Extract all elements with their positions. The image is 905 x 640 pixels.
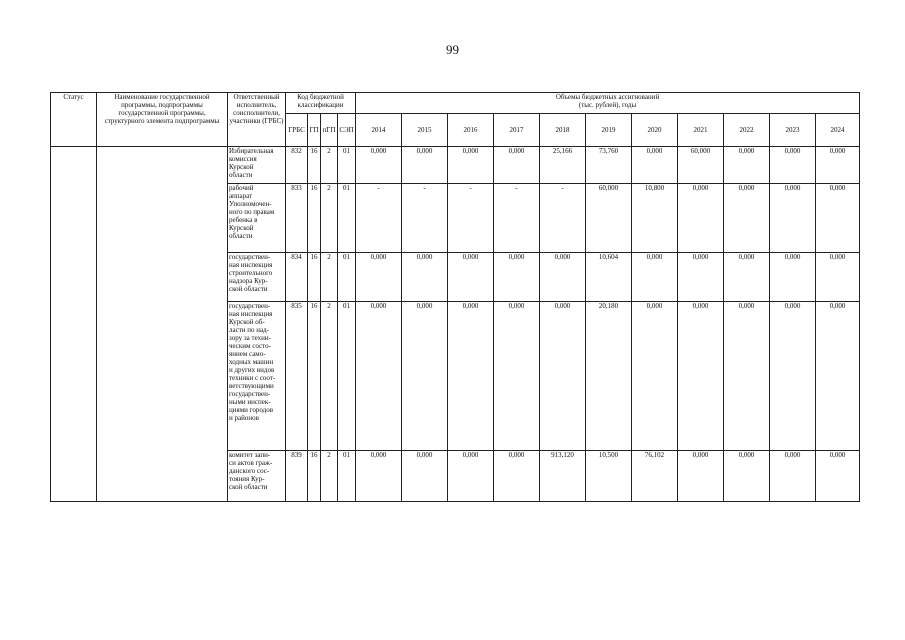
value-cell: 0,000 xyxy=(816,147,860,184)
value-cell: 0,000 xyxy=(770,302,816,451)
value-cell: 0,000 xyxy=(402,253,448,302)
code-grbs-cell: 834 xyxy=(286,253,308,302)
code-grbs-cell: 835 xyxy=(286,302,308,451)
value-cell: 0,000 xyxy=(678,451,724,502)
page-number: 99 xyxy=(446,42,459,57)
value-cell: 10,604 xyxy=(586,253,632,302)
header-status: Статус xyxy=(51,93,97,147)
value-cell: 20,180 xyxy=(586,302,632,451)
code-gp-cell: 16 xyxy=(308,451,321,502)
header-volumes: Объемы бюджетных ассигнований (тыс. рублей), годы xyxy=(356,93,860,114)
code-grbs-cell: 839 xyxy=(286,451,308,502)
value-cell: 0,000 xyxy=(448,302,494,451)
value-cell: 60,000 xyxy=(678,147,724,184)
header-name: Наименование государственной программы, подпрограммы государственной программы, структурного элемента подпрограммы xyxy=(97,93,228,147)
code-sep-cell: 01 xyxy=(338,302,356,451)
value-cell: 0,000 xyxy=(816,302,860,451)
code-sep-cell: 01 xyxy=(338,253,356,302)
header-code-grbs: ГРБС xyxy=(286,114,308,147)
value-cell: 0,000 xyxy=(816,451,860,502)
header-year: 2020 xyxy=(632,114,678,147)
code-sep-cell: 01 xyxy=(338,147,356,184)
value-cell: 0,000 xyxy=(770,451,816,502)
code-pgp-cell: 2 xyxy=(321,253,338,302)
header-year: 2014 xyxy=(356,114,402,147)
value-cell: 0,000 xyxy=(724,451,770,502)
value-cell: - xyxy=(356,184,402,253)
value-cell: 0,000 xyxy=(770,184,816,253)
code-pgp-cell: 2 xyxy=(321,302,338,451)
value-cell: 0,000 xyxy=(494,147,540,184)
value-cell: 0,000 xyxy=(816,253,860,302)
value-cell: 0,000 xyxy=(356,253,402,302)
value-cell: 0,000 xyxy=(356,302,402,451)
value-cell: 0,000 xyxy=(448,253,494,302)
value-cell: 0,000 xyxy=(448,451,494,502)
value-cell: 0,000 xyxy=(356,147,402,184)
header-code-gp: ГП xyxy=(308,114,321,147)
code-pgp-cell: 2 xyxy=(321,147,338,184)
value-cell: 0,000 xyxy=(448,147,494,184)
value-cell: 60,000 xyxy=(586,184,632,253)
code-grbs-cell: 833 xyxy=(286,184,308,253)
value-cell: 0,000 xyxy=(678,253,724,302)
executor-cell: государствен- ная инспекция строительного надзора Кур- ской области xyxy=(228,253,286,302)
value-cell: - xyxy=(448,184,494,253)
code-grbs-cell: 832 xyxy=(286,147,308,184)
header-year: 2021 xyxy=(678,114,724,147)
value-cell: 0,000 xyxy=(724,184,770,253)
value-cell: 913,120 xyxy=(540,451,586,502)
executor-cell: Избирательная комиссия Курской области xyxy=(228,147,286,184)
value-cell: 0,000 xyxy=(632,147,678,184)
value-cell: 0,000 xyxy=(724,302,770,451)
code-sep-cell: 01 xyxy=(338,451,356,502)
value-cell: - xyxy=(402,184,448,253)
header-year: 2024 xyxy=(816,114,860,147)
value-cell: 0,000 xyxy=(402,147,448,184)
value-cell: 0,000 xyxy=(678,184,724,253)
value-cell: 0,000 xyxy=(402,451,448,502)
code-gp-cell: 16 xyxy=(308,147,321,184)
header-year: 2022 xyxy=(724,114,770,147)
header-year: 2023 xyxy=(770,114,816,147)
code-pgp-cell: 2 xyxy=(321,451,338,502)
value-cell: 0,000 xyxy=(494,253,540,302)
header-code-pgp: пГП xyxy=(321,114,338,147)
header-year: 2016 xyxy=(448,114,494,147)
value-cell: 0,000 xyxy=(356,451,402,502)
header-year: 2017 xyxy=(494,114,540,147)
value-cell: 0,000 xyxy=(494,302,540,451)
value-cell: 0,000 xyxy=(540,302,586,451)
value-cell: 0,000 xyxy=(770,253,816,302)
value-cell: 0,000 xyxy=(678,302,724,451)
header-year: 2019 xyxy=(586,114,632,147)
value-cell: 25,166 xyxy=(540,147,586,184)
budget-table xyxy=(50,92,860,502)
header-responsible: Ответственный исполнитель, соисполнители, участники (ГРБС) xyxy=(228,93,286,147)
value-cell: 73,760 xyxy=(586,147,632,184)
value-cell: 0,000 xyxy=(632,253,678,302)
code-gp-cell: 16 xyxy=(308,302,321,451)
value-cell: 0,000 xyxy=(724,253,770,302)
status-cell xyxy=(51,147,97,502)
code-gp-cell: 16 xyxy=(308,184,321,253)
header-code-sep: СЭП xyxy=(338,114,356,147)
value-cell: 0,000 xyxy=(816,184,860,253)
code-gp-cell: 16 xyxy=(308,253,321,302)
header-year: 2015 xyxy=(402,114,448,147)
program-name-cell xyxy=(97,147,228,502)
value-cell: 0,000 xyxy=(402,302,448,451)
code-pgp-cell: 2 xyxy=(321,184,338,253)
value-cell: - xyxy=(540,184,586,253)
executor-cell: комитет запи- си актов граж- данского сос- тояния Кур- ской области xyxy=(228,451,286,502)
value-cell: 0,000 xyxy=(494,451,540,502)
table-row xyxy=(51,147,860,184)
value-cell: 0,000 xyxy=(540,253,586,302)
value-cell: 0,000 xyxy=(632,302,678,451)
value-cell: 0,000 xyxy=(770,147,816,184)
value-cell: 76,102 xyxy=(632,451,678,502)
value-cell: 10,800 xyxy=(632,184,678,253)
code-sep-cell: 01 xyxy=(338,184,356,253)
value-cell: 10,500 xyxy=(586,451,632,502)
header-budget-code: Код бюджетной классификации xyxy=(286,93,356,114)
executor-cell: государствен- ная инспекция Курской об- ласти по над- зору за техни- ческим состо- янием само- ходных машин и других видов техники с соот- ветствующими государствен- ными инспек- циями городов и районов xyxy=(228,302,286,451)
value-cell: 0,000 xyxy=(724,147,770,184)
value-cell: - xyxy=(494,184,540,253)
executor-cell: рабочий аппарат Уполномочен- ного по правам ребенка в Курской области xyxy=(228,184,286,253)
header-year: 2018 xyxy=(540,114,586,147)
